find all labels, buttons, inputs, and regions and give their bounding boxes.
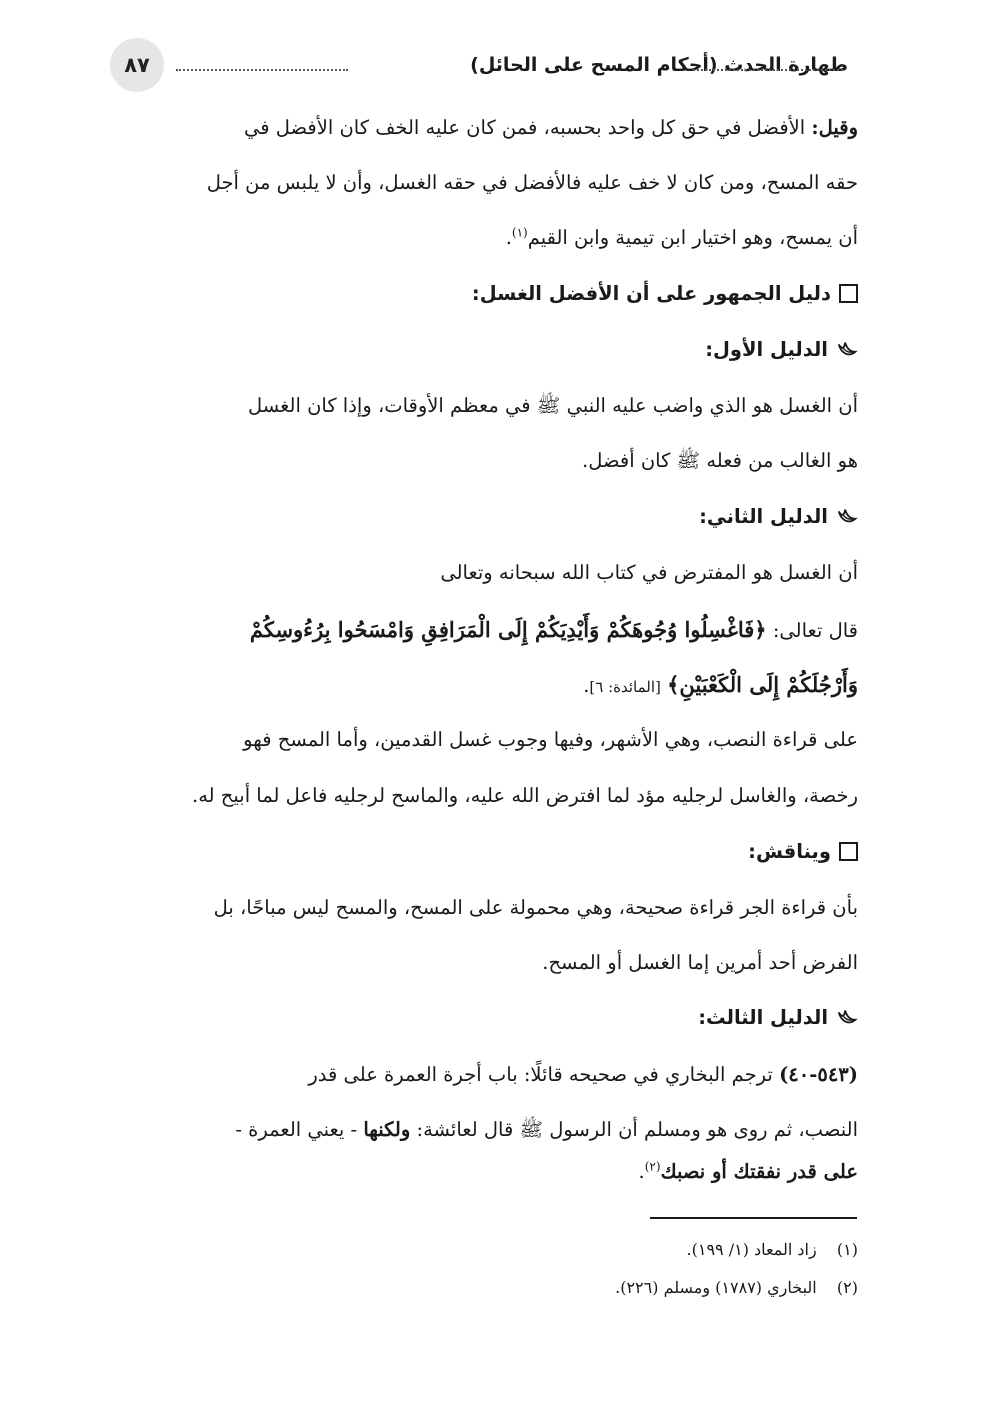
p1-line2: حقه المسح، ومن كان لا خف عليه فالأفضل في حقه الغسل، وأن لا يلبس من أجل xyxy=(206,171,858,194)
p1-lead: وقيل: xyxy=(811,116,858,139)
evidence-3-end: . xyxy=(638,1160,645,1183)
footnote-1-text: زاد المعاد (١/ ١٩٩). xyxy=(686,1240,817,1259)
evidence-3-title: الدليل الثالث: xyxy=(698,1006,828,1029)
hadith-number: (٥٤٣-٤٠) xyxy=(779,1063,858,1086)
verse-intro: قال تعالى: xyxy=(772,619,858,642)
footnote-marker-1: (١) xyxy=(511,225,528,240)
verse-line1 xyxy=(118,617,858,642)
header-dots-left xyxy=(176,69,348,71)
footnote-1 xyxy=(687,1240,858,1259)
verse-text-2: وَأَرْجُلَكُمْ إِلَى الْكَعْبَيْنِ﴾ xyxy=(667,672,858,697)
verse-end: . xyxy=(583,674,590,697)
evidence-3-heading xyxy=(698,1006,858,1029)
leaf-ornament-icon xyxy=(836,506,858,528)
discussion-line2: الفرض أحد أمرين إما الغسل أو المسح. xyxy=(542,951,858,974)
evidence-2-heading xyxy=(699,505,858,528)
evidence-1-line2: هو الغالب من فعله ﷺ كان أفضل. xyxy=(582,449,858,472)
evidence-1-title: الدليل الأول: xyxy=(705,338,828,361)
p1-line1 xyxy=(118,116,858,139)
footnote-separator xyxy=(650,1217,857,1219)
p1-line1-text: الأفضل في حق كل واحد بحسبه، فمن كان عليه الخف كان الأفضل في xyxy=(243,116,812,139)
square-box-icon xyxy=(839,842,858,861)
p1-line3-text: أن يمسح، وهو اختيار ابن تيمية وابن القيم xyxy=(527,226,858,249)
evidence-3-line2-a: النصب، ثم روى هو ومسلم أن الرسول ﷺ قال لعائشة: xyxy=(410,1118,858,1141)
evidence-3-line2-bold: ولكنها xyxy=(363,1118,411,1141)
evidence-3-line2-c: - يعني العمرة - xyxy=(235,1118,364,1141)
page-header xyxy=(110,38,848,98)
footnote-2-num: (٢) xyxy=(836,1278,858,1297)
square-box-icon xyxy=(839,284,858,303)
evidence-3-line1-text: ترجم البخاري في صحيحه قائلًا: باب أجرة العمرة على قدر xyxy=(308,1063,780,1086)
leaf-ornament-icon xyxy=(836,339,858,361)
footnote-marker-2: (٢) xyxy=(644,1159,661,1174)
section-heading-discussion xyxy=(748,840,858,863)
heading1-text: دليل الجمهور على أن الأفضل الغسل: xyxy=(471,282,831,305)
evidence-3-line2 xyxy=(118,1118,858,1146)
footnote-2-text: البخاري (١٧٨٧) ومسلم (٢٢٦). xyxy=(615,1278,817,1297)
running-title: طهارة الحدث (أحكام المسح على الحائل) xyxy=(470,54,848,76)
hadith-quote: على قدر نفقتك أو نصبك xyxy=(660,1160,858,1183)
discussion-line1: بأن قراءة الجر قراءة صحيحة، وهي محمولة على المسح، والمسح ليس مباحًا، بل xyxy=(213,896,858,919)
evidence-2-title: الدليل الثاني: xyxy=(699,505,828,528)
verse-reference: [المائدة: ٦] xyxy=(589,678,661,696)
evidence-2-line1: أن الغسل هو المفترض في كتاب الله سبحانه وتعالى xyxy=(440,561,858,584)
leaf-ornament-icon xyxy=(836,1007,858,1029)
p1-line3 xyxy=(118,226,858,249)
verse-line2 xyxy=(118,672,858,697)
evidence-1-line1: أن الغسل هو الذي واضب عليه النبي ﷺ في معظم الأوقات، وإذا كان الغسل xyxy=(247,394,858,417)
evidence-3-line1 xyxy=(118,1063,858,1086)
section-heading-majority xyxy=(472,282,858,305)
evidence-2-para-line2: رخصة، والغاسل لرجليه مؤد لما افترض الله عليه، والماسح لرجليه فاعل لما أبيح له. xyxy=(192,784,858,807)
heading2-text: ويناقش: xyxy=(748,840,831,863)
p1-end: . xyxy=(505,226,512,249)
evidence-3-line3 xyxy=(118,1160,858,1183)
header-dots-right xyxy=(693,69,843,71)
verse-text-1: ﴿فَاغْسِلُوا وُجُوهَكُمْ وَأَيْدِيَكُمْ إِلَى الْمَرَافِقِ وَامْسَحُوا بِرُءُوسِكُمْ xyxy=(249,617,767,642)
evidence-1-heading xyxy=(705,338,858,361)
footnote-1-num: (١) xyxy=(836,1240,858,1259)
evidence-2-para-line1: على قراءة النصب، وهي الأشهر، وفيها وجوب غسل القدمين، وأما المسح فهو xyxy=(243,728,858,751)
footnote-2 xyxy=(615,1278,858,1297)
page-number: ٨٧ xyxy=(110,38,164,92)
